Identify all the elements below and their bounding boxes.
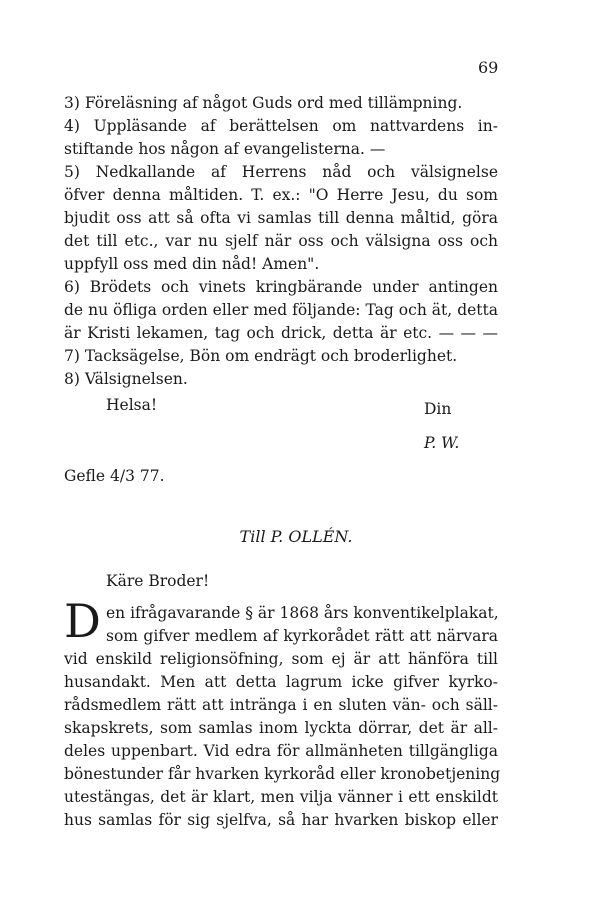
list-line: de nu öfliga orden eller med följande: Tag och ät, detta xyxy=(64,301,498,319)
list-line: 7) Tacksägelse, Bön om endrägt och broderlighet. xyxy=(64,347,458,365)
letter-line: en ifrågavarande § är 1868 års konventikelplakat, xyxy=(106,604,499,622)
drop-capital: D xyxy=(64,594,101,648)
list-line: uppfyll oss med din nåd! Amen". xyxy=(64,255,320,273)
place-date: Gefle 4/3 77. xyxy=(64,467,165,485)
letter-line: skapskrets, som samlas inom lyckta dörrar, det är all- xyxy=(64,719,498,737)
list-line: stiftande hos någon af evangelisterna. — xyxy=(64,140,386,158)
letter-line: hus samlas för sig sjelfva, så har hvarken biskop eller xyxy=(64,811,498,829)
list-line: är Kristi lekamen, tag och drick, detta är etc. — — — xyxy=(64,324,498,342)
closing-greeting: Helsa! xyxy=(106,396,158,414)
letter-title: Till P. OLLÉN. xyxy=(239,527,353,546)
list-line: 5) Nedkallande af Herrens nåd och välsignelse xyxy=(64,163,498,181)
signature-initials: P. W. xyxy=(424,434,460,452)
list-line: bjudit oss att så ofta vi samlas till denna måltid, göra xyxy=(64,209,498,227)
letter-line: rådsmedlem rätt att inträngа i en sluten vän- och säll- xyxy=(64,696,498,714)
closing-din: Din xyxy=(424,400,452,418)
list-line: det till etc., var nu sjelf när oss och välsigna oss och xyxy=(64,232,498,250)
letter-line: vid enskild religionsöfning, som ej är att hänföra till xyxy=(64,650,498,668)
list-line: 6) Brödets och vinets kringbärande under antingen xyxy=(64,278,498,296)
letter-line: husandakt. Men att detta lagrum icke gifver kyrko- xyxy=(64,673,498,691)
list-line: 3) Föreläsning af något Guds ord med tillämpning. xyxy=(64,94,463,112)
letter-line: som gifver medlem af kyrkorådet rätt att närvara xyxy=(106,627,498,645)
letter-line: utestängas, det är klart, men vilja vänner i ett enskildt xyxy=(64,788,498,806)
salutation: Käre Broder! xyxy=(106,572,210,590)
page-number: 69 xyxy=(478,58,499,77)
list-line: 4) Uppläsande af berättelsen om nattvardens in- xyxy=(64,117,498,135)
list-line: öfver denna måltiden. T. ex.: "O Herre Jesu, du som xyxy=(64,186,498,204)
letter-line: deles uppenbart. Vid edra för allmänheten tillgängliga xyxy=(64,742,498,760)
letter-line: bönestunder får hvarken kyrkoråd eller kronobetjening xyxy=(64,765,501,783)
list-line: 8) Välsignelsen. xyxy=(64,370,188,388)
